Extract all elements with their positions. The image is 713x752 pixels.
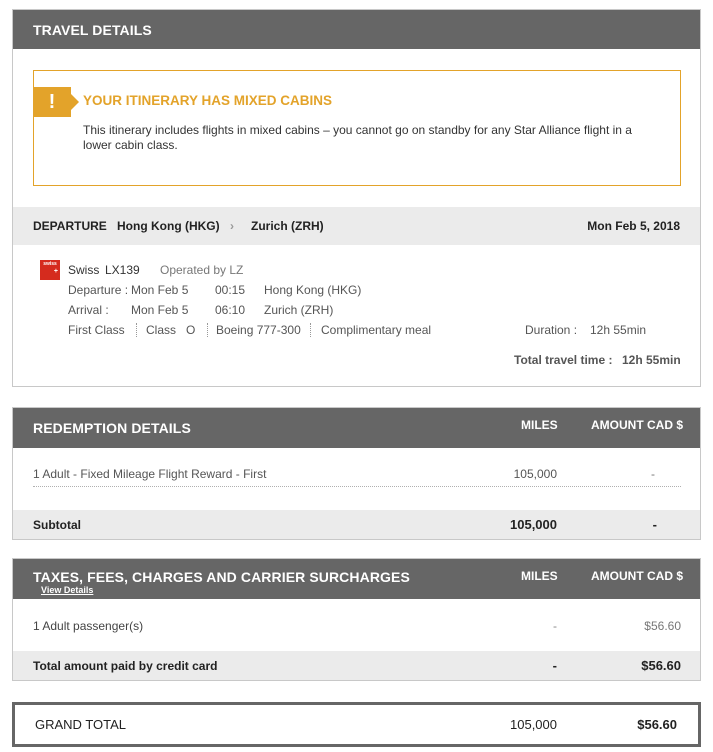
departure-bar: [13, 207, 700, 245]
travel-details-header: [13, 10, 700, 49]
logo-plus: +: [53, 268, 58, 275]
departure-label: DEPARTURE: [33, 219, 107, 233]
chevron-right-icon: ›: [230, 219, 234, 233]
logo-text: swiss: [43, 261, 57, 267]
subtotal-amount: -: [652, 517, 657, 532]
redemption-details-panel: [12, 407, 701, 540]
departure-destination: Zurich (ZRH): [251, 219, 324, 233]
duration-value: 12h 55min: [590, 323, 647, 337]
alert-title: YOUR ITINERARY HAS MIXED CABINS: [83, 93, 333, 108]
duration-label: Duration :: [525, 323, 578, 337]
taxes-header: [13, 559, 700, 599]
separator: [207, 323, 208, 337]
alert-text: This itinerary includes flights in mixed cabins – you cannot go on standby for any Star Alliance flight in a lower cabin class.: [83, 123, 632, 152]
arrival-row-place: Zurich (ZRH): [264, 303, 334, 317]
grand-total-box: [12, 702, 701, 747]
departure-row-place: Hong Kong (HKG): [264, 283, 362, 297]
total-paid-label: Total amount paid by credit card: [33, 659, 218, 673]
grand-total-label: GRAND TOTAL: [35, 717, 127, 732]
departure-row-label: Departure :: [68, 283, 129, 297]
total-paid-row: [13, 651, 700, 680]
warning-icon: !: [33, 87, 71, 117]
total-travel-time-label: Total travel time :: [514, 353, 613, 367]
total-paid-amount: $56.60: [641, 658, 681, 673]
total-paid-miles: -: [552, 658, 557, 673]
miles-column-header: MILES: [521, 569, 558, 583]
flight-number: LX139: [105, 263, 140, 277]
subtotal-row: [13, 510, 700, 539]
departure-date: Mon Feb 5, 2018: [587, 219, 680, 233]
taxes-title: TAXES, FEES, CHARGES AND CARRIER SURCHARGES: [33, 569, 410, 585]
view-details-link[interactable]: View Details: [41, 585, 94, 595]
grand-total-amount: $56.60: [637, 717, 677, 732]
departure-origin: Hong Kong (HKG): [117, 219, 220, 233]
taxes-panel: [12, 558, 701, 681]
redemption-header: [13, 408, 700, 448]
grand-total-miles: 105,000: [510, 717, 557, 732]
cabin-class: First Class: [68, 323, 125, 337]
fare-class-code: O: [186, 323, 196, 337]
redemption-row-amount: -: [651, 467, 655, 481]
taxes-row-miles: -: [553, 619, 557, 633]
travel-details-panel: [12, 9, 701, 387]
divider: [33, 486, 681, 487]
subtotal-miles: 105,000: [510, 517, 557, 532]
total-travel-time-value: 12h 55min: [622, 353, 681, 367]
operated-by: Operated by LZ: [160, 263, 244, 277]
taxes-row-label: 1 Adult passenger(s): [33, 619, 144, 633]
redemption-row-miles: 105,000: [513, 467, 557, 481]
amount-column-header: AMOUNT CAD $: [591, 569, 683, 583]
meal-info: Complimentary meal: [321, 323, 432, 337]
arrival-row-time: 06:10: [215, 303, 246, 317]
arrival-row-label: Arrival :: [68, 303, 109, 317]
miles-column-header: MILES: [521, 418, 558, 432]
swiss-logo-icon: [40, 260, 60, 280]
separator: [136, 323, 137, 337]
aircraft-type: Boeing 777-300: [216, 323, 301, 337]
departure-row-time: 00:15: [215, 283, 246, 297]
departure-row-date: Mon Feb 5: [131, 283, 189, 297]
redemption-row-label: 1 Adult - Fixed Mileage Flight Reward - First: [33, 467, 267, 481]
subtotal-label: Subtotal: [33, 518, 81, 532]
airline-name: Swiss: [68, 263, 100, 277]
fare-class-label: Class: [146, 323, 177, 337]
travel-details-title: TRAVEL DETAILS: [33, 22, 152, 38]
amount-column-header: AMOUNT CAD $: [591, 418, 683, 432]
mixed-cabin-alert: [33, 70, 681, 186]
separator: [310, 323, 311, 337]
redemption-title: REDEMPTION DETAILS: [33, 420, 191, 436]
arrival-row-date: Mon Feb 5: [131, 303, 189, 317]
taxes-row-amount: $56.60: [644, 619, 681, 633]
